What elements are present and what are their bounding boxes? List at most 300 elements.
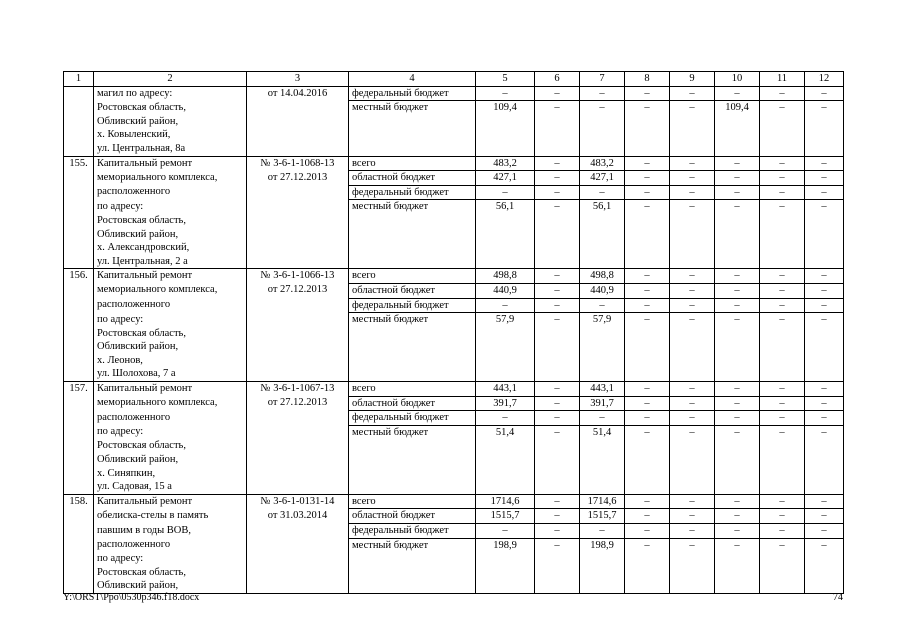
value-cell: – (670, 411, 715, 426)
value-cell: – (580, 101, 625, 115)
value-cell: 1714,6 (580, 494, 625, 509)
document-ref-line (247, 453, 349, 467)
value-cell (625, 327, 670, 341)
value-cell (760, 552, 805, 566)
value-cell (625, 241, 670, 255)
object-name-line: Ростовская область, (94, 566, 247, 580)
value-cell: – (625, 86, 670, 101)
value-cell (670, 552, 715, 566)
value-cell: – (760, 494, 805, 509)
object-name-line: Ростовская область, (94, 327, 247, 341)
document-ref-line (247, 566, 349, 580)
value-cell (670, 367, 715, 381)
value-cell: – (625, 396, 670, 411)
value-cell (760, 467, 805, 481)
header-row (64, 72, 844, 87)
table-row (64, 142, 844, 156)
value-cell (760, 255, 805, 269)
object-name-line: расположенного (94, 185, 247, 200)
value-cell: – (580, 411, 625, 426)
value-cell: – (805, 425, 844, 439)
object-name-line: ул. Шолохова, 7 а (94, 367, 247, 381)
document-ref-line (247, 142, 349, 156)
value-cell: – (805, 86, 844, 101)
value-cell (805, 367, 844, 381)
value-cell: 1714,6 (476, 494, 535, 509)
funding-source: местный бюджет (349, 200, 476, 214)
entry-number (64, 354, 94, 368)
value-cell: – (535, 509, 580, 524)
object-name-line: ул. Центральная, 8а (94, 142, 247, 156)
document-ref-line: № 3-6-1-1067-13 (247, 382, 349, 397)
value-cell (625, 579, 670, 593)
table-row (64, 269, 844, 284)
entry-number (64, 283, 94, 298)
value-cell (476, 552, 535, 566)
value-cell (670, 228, 715, 242)
entry-number (64, 101, 94, 115)
value-cell: – (715, 411, 760, 426)
table-row (64, 538, 844, 552)
value-cell (535, 115, 580, 129)
value-cell (670, 115, 715, 129)
value-cell (535, 467, 580, 481)
document-ref-line (247, 185, 349, 200)
table-row (64, 439, 844, 453)
value-cell (670, 439, 715, 453)
entry-number (64, 524, 94, 539)
value-cell: – (535, 538, 580, 552)
document-ref-line (247, 200, 349, 214)
value-cell: 391,7 (580, 396, 625, 411)
value-cell: – (805, 396, 844, 411)
value-cell: – (760, 200, 805, 214)
object-name-line: х. Синяпкин, (94, 467, 247, 481)
value-cell: – (805, 524, 844, 539)
value-cell: – (715, 382, 760, 397)
funding-source: федеральный бюджет (349, 185, 476, 200)
value-cell: – (670, 101, 715, 115)
value-cell (580, 128, 625, 142)
page-number: 74 (833, 592, 843, 603)
entry-number (64, 313, 94, 327)
value-cell (805, 566, 844, 580)
table-row (64, 467, 844, 481)
value-cell: – (805, 200, 844, 214)
table-row (64, 494, 844, 509)
document-ref-line: № 3-6-1-1066-13 (247, 269, 349, 284)
header-cell: 12 (805, 72, 844, 87)
object-name-line: расположенного (94, 538, 247, 552)
value-cell (715, 255, 760, 269)
document-ref-line (247, 327, 349, 341)
value-cell: – (670, 156, 715, 171)
value-cell: – (760, 524, 805, 539)
value-cell: – (670, 86, 715, 101)
table-row (64, 214, 844, 228)
document-ref-line (247, 467, 349, 481)
funding-source (349, 453, 476, 467)
value-cell (760, 241, 805, 255)
table-row (64, 171, 844, 186)
funding-source: всего (349, 382, 476, 397)
value-cell: – (670, 298, 715, 313)
table-row (64, 367, 844, 381)
value-cell: – (670, 509, 715, 524)
value-cell (805, 214, 844, 228)
value-cell: – (715, 425, 760, 439)
table-row (64, 228, 844, 242)
value-cell (535, 340, 580, 354)
value-cell: – (715, 185, 760, 200)
value-cell (715, 579, 760, 593)
entry-number (64, 425, 94, 439)
value-cell (805, 142, 844, 156)
value-cell: – (715, 494, 760, 509)
funding-source: всего (349, 156, 476, 171)
value-cell: – (625, 494, 670, 509)
value-cell: – (805, 509, 844, 524)
entry-number (64, 255, 94, 269)
value-cell (535, 367, 580, 381)
value-cell: – (670, 396, 715, 411)
value-cell: – (580, 524, 625, 539)
table-row (64, 354, 844, 368)
value-cell (805, 354, 844, 368)
value-cell (670, 327, 715, 341)
value-cell (580, 241, 625, 255)
value-cell: 498,8 (580, 269, 625, 284)
value-cell (715, 354, 760, 368)
funding-source (349, 354, 476, 368)
value-cell: – (580, 298, 625, 313)
table-row (64, 283, 844, 298)
value-cell (715, 142, 760, 156)
object-name-line: Капитальный ремонт (94, 494, 247, 509)
value-cell (476, 480, 535, 494)
value-cell: – (625, 101, 670, 115)
document-ref-line (247, 439, 349, 453)
document-ref-line (247, 552, 349, 566)
value-cell: – (715, 538, 760, 552)
header-cell: 1 (64, 72, 94, 87)
value-cell: – (715, 86, 760, 101)
value-cell (476, 255, 535, 269)
entry-number (64, 396, 94, 411)
value-cell (805, 128, 844, 142)
object-name-line: х. Леонов, (94, 354, 247, 368)
document-ref-line (247, 298, 349, 313)
value-cell: – (715, 524, 760, 539)
value-cell (670, 241, 715, 255)
value-cell (625, 480, 670, 494)
document-ref-line (247, 524, 349, 539)
document-ref-line (247, 411, 349, 426)
document-ref-line (247, 313, 349, 327)
document-ref-line (247, 214, 349, 228)
value-cell: – (715, 156, 760, 171)
value-cell: – (805, 101, 844, 115)
value-cell (580, 327, 625, 341)
value-cell: – (715, 313, 760, 327)
value-cell: – (476, 524, 535, 539)
value-cell (670, 214, 715, 228)
document-ref-line (247, 255, 349, 269)
value-cell (760, 142, 805, 156)
value-cell: 56,1 (476, 200, 535, 214)
value-cell: 440,9 (580, 283, 625, 298)
header-cell: 3 (247, 72, 349, 87)
value-cell (580, 255, 625, 269)
value-cell: – (535, 171, 580, 186)
value-cell: – (535, 382, 580, 397)
value-cell (535, 228, 580, 242)
value-cell: – (476, 298, 535, 313)
table-row (64, 453, 844, 467)
value-cell: – (805, 538, 844, 552)
value-cell (535, 480, 580, 494)
value-cell: – (805, 298, 844, 313)
document-ref-line (247, 367, 349, 381)
value-cell: – (670, 269, 715, 284)
value-cell (760, 367, 805, 381)
entry-number (64, 538, 94, 552)
value-cell: 483,2 (580, 156, 625, 171)
value-cell: – (760, 269, 805, 284)
value-cell: – (625, 524, 670, 539)
value-cell (715, 480, 760, 494)
value-cell: 483,2 (476, 156, 535, 171)
funding-source (349, 552, 476, 566)
table-row (64, 200, 844, 214)
value-cell (715, 327, 760, 341)
entry-number: 155. (64, 156, 94, 171)
table-body (64, 72, 844, 594)
entry-number (64, 171, 94, 186)
value-cell: – (715, 396, 760, 411)
object-name-line: по адресу: (94, 313, 247, 327)
value-cell (476, 354, 535, 368)
value-cell (625, 439, 670, 453)
value-cell: – (535, 298, 580, 313)
value-cell: – (670, 200, 715, 214)
object-name-line: мемориального комплекса, (94, 171, 247, 186)
value-cell (625, 354, 670, 368)
document-ref-line (247, 241, 349, 255)
document-ref-line (247, 340, 349, 354)
object-name-line: Обливский район, (94, 115, 247, 129)
entry-number (64, 552, 94, 566)
object-name-line: Капитальный ремонт (94, 156, 247, 171)
value-cell (715, 552, 760, 566)
value-cell: – (625, 185, 670, 200)
value-cell: – (535, 524, 580, 539)
value-cell (670, 354, 715, 368)
table-row (64, 396, 844, 411)
value-cell: 427,1 (476, 171, 535, 186)
entry-number (64, 327, 94, 341)
value-cell (715, 228, 760, 242)
value-cell: – (535, 269, 580, 284)
table-row (64, 185, 844, 200)
funding-source: местный бюджет (349, 425, 476, 439)
value-cell (760, 579, 805, 593)
value-cell: – (760, 283, 805, 298)
value-cell: 109,4 (476, 101, 535, 115)
object-name-line: по адресу: (94, 425, 247, 439)
document-ref-line: от 14.04.2016 (247, 86, 349, 101)
value-cell (535, 241, 580, 255)
table-row (64, 480, 844, 494)
value-cell (670, 340, 715, 354)
value-cell (760, 354, 805, 368)
value-cell: – (535, 283, 580, 298)
value-cell: 198,9 (476, 538, 535, 552)
object-name-line: павшим в годы ВОВ, (94, 524, 247, 539)
funding-source (349, 128, 476, 142)
object-name-line: расположенного (94, 298, 247, 313)
entry-number (64, 566, 94, 580)
table-row (64, 115, 844, 129)
value-cell: – (625, 509, 670, 524)
value-cell: 440,9 (476, 283, 535, 298)
value-cell: – (715, 171, 760, 186)
value-cell: – (715, 200, 760, 214)
document-ref-line: от 31.03.2014 (247, 509, 349, 524)
value-cell (476, 579, 535, 593)
value-cell: – (805, 171, 844, 186)
value-cell (535, 128, 580, 142)
value-cell: 198,9 (580, 538, 625, 552)
value-cell (625, 566, 670, 580)
value-cell: – (476, 411, 535, 426)
value-cell (805, 480, 844, 494)
value-cell: – (625, 200, 670, 214)
value-cell: – (670, 185, 715, 200)
table-row (64, 566, 844, 580)
value-cell (476, 566, 535, 580)
value-cell (760, 327, 805, 341)
value-cell (715, 566, 760, 580)
value-cell: – (535, 200, 580, 214)
header-cell: 7 (580, 72, 625, 87)
object-name-line: Обливский район, (94, 228, 247, 242)
header-cell: 11 (760, 72, 805, 87)
value-cell: 391,7 (476, 396, 535, 411)
value-cell: – (805, 269, 844, 284)
table-row (64, 411, 844, 426)
table-row (64, 382, 844, 397)
value-cell (715, 467, 760, 481)
value-cell (580, 453, 625, 467)
entry-number: 156. (64, 269, 94, 284)
value-cell: – (760, 538, 805, 552)
table-row (64, 327, 844, 341)
value-cell (535, 566, 580, 580)
entry-number (64, 142, 94, 156)
object-name-line: Капитальный ремонт (94, 269, 247, 284)
value-cell: 443,1 (476, 382, 535, 397)
value-cell (715, 214, 760, 228)
value-cell (805, 255, 844, 269)
value-cell: – (760, 509, 805, 524)
funding-source (349, 579, 476, 593)
value-cell (805, 327, 844, 341)
entry-number (64, 241, 94, 255)
document-ref-line (247, 354, 349, 368)
entry-number (64, 228, 94, 242)
document-ref-line (247, 228, 349, 242)
funding-source (349, 228, 476, 242)
funding-source: местный бюджет (349, 313, 476, 327)
value-cell (476, 453, 535, 467)
value-cell: – (760, 101, 805, 115)
value-cell (476, 241, 535, 255)
value-cell (580, 480, 625, 494)
value-cell (625, 228, 670, 242)
value-cell (535, 354, 580, 368)
document-ref-line: от 27.12.2013 (247, 171, 349, 186)
value-cell: – (535, 313, 580, 327)
value-cell (625, 115, 670, 129)
value-cell (805, 439, 844, 453)
value-cell (625, 467, 670, 481)
funding-source: областной бюджет (349, 396, 476, 411)
value-cell: – (535, 86, 580, 101)
funding-source (349, 367, 476, 381)
value-cell (805, 115, 844, 129)
value-cell (715, 439, 760, 453)
value-cell (535, 327, 580, 341)
value-cell (535, 255, 580, 269)
value-cell: 427,1 (580, 171, 625, 186)
value-cell (580, 579, 625, 593)
value-cell (535, 579, 580, 593)
value-cell (715, 367, 760, 381)
value-cell (535, 439, 580, 453)
value-cell (476, 367, 535, 381)
value-cell: – (670, 382, 715, 397)
file-path: Y:\ORST\Ppo\0530p346.f18.docx (63, 592, 200, 603)
value-cell: – (805, 156, 844, 171)
value-cell (760, 453, 805, 467)
funding-source (349, 340, 476, 354)
table-row (64, 340, 844, 354)
value-cell: – (760, 396, 805, 411)
value-cell (760, 480, 805, 494)
object-name-line: мемориального комплекса, (94, 283, 247, 298)
object-name-line: Обливский район, (94, 340, 247, 354)
value-cell (476, 327, 535, 341)
value-cell: – (670, 538, 715, 552)
funding-source (349, 566, 476, 580)
object-name-line: Ростовская область, (94, 214, 247, 228)
value-cell: – (760, 185, 805, 200)
header-cell: 8 (625, 72, 670, 87)
entry-number (64, 467, 94, 481)
funding-source (349, 255, 476, 269)
entry-number (64, 185, 94, 200)
value-cell: – (715, 509, 760, 524)
value-cell (760, 128, 805, 142)
entry-number (64, 367, 94, 381)
value-cell: 57,9 (476, 313, 535, 327)
value-cell (476, 128, 535, 142)
value-cell (625, 340, 670, 354)
funding-source (349, 241, 476, 255)
header-cell: 9 (670, 72, 715, 87)
value-cell (625, 552, 670, 566)
